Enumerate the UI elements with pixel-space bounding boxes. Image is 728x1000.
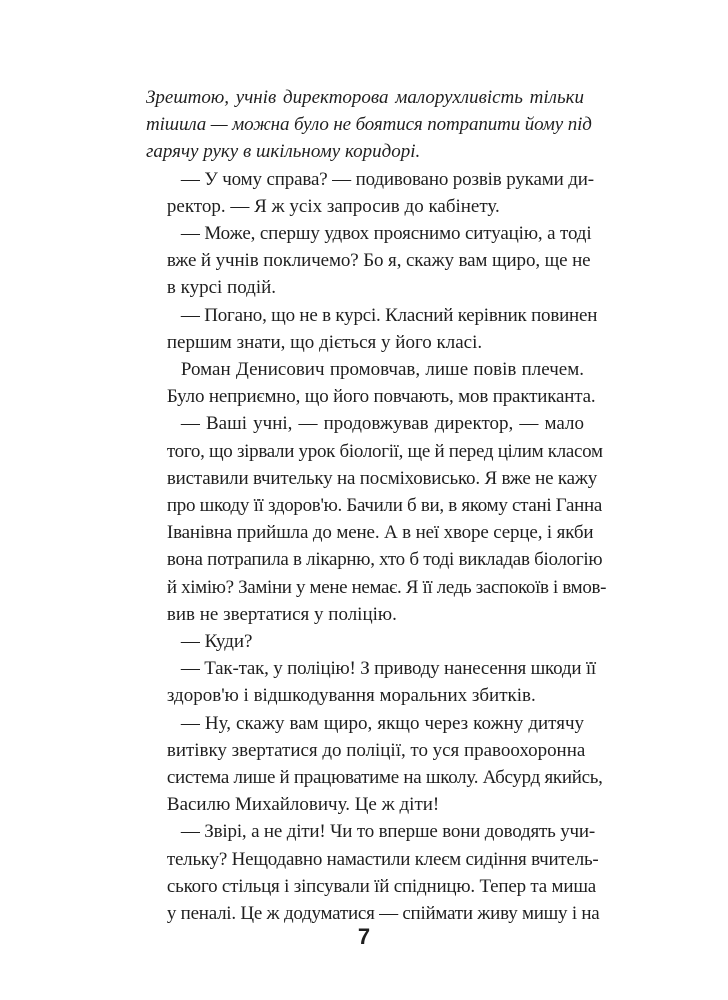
text-line: про шкоду її здоров'ю. Бачили б ви, в якому стані Ганна [166,495,603,517]
text-line: витівку звертатися до поліції, то уся правоохоронна [166,739,586,761]
text-line: вже й учнів покличемо? Бо я, скажу вам щиро, ще не [166,250,591,272]
text-line: — Ну, скажу вам щиро, якщо через кожну дитячу [180,712,584,734]
text-line: — Звірі, а не діти! Чи то вперше вони доводять учи- [180,821,596,843]
text-line: того, що зірвали урок біології, ще й перед цілим класом [166,440,603,462]
paragraph [146,356,596,410]
text-line: Зрештою, учнів директорова малорухливість тільки [146,87,584,108]
paragraph [146,628,584,655]
text-line: — Погано, що не в курсі. Класний керівник повинен [180,304,598,326]
paragraph [146,220,592,302]
text-line: Було неприємно, що його повчають, мов практиканта. [166,386,596,408]
paragraph [146,710,603,819]
text-line: — Так-так, у поліцію! З приводу нанесення шкоди її [180,658,597,680]
text-line: — Ваші учні, — продовжував директор, — мало [180,413,584,435]
text-line: першим знати, що діється у його класі. [166,331,483,353]
text-line: ського стільця і зіпсували їй спідницю. Тепер та миша [166,875,597,897]
paragraph [146,302,598,356]
text-line: тельку? Нещодавно намастили клеєм сидіння вчитель- [166,848,599,870]
text-line: Василю Михайловичу. Це ж діти! [166,794,440,816]
text-line: система лише й працюватиме на школу. Абсурд якийсь, [166,767,603,789]
paragraph [146,818,600,927]
text-line: тішила — можна було не боятися потрапити йому під [146,114,592,136]
text-line: гарячу руку в шкільному коридорі. [146,141,421,163]
page-number: 7 [357,924,371,949]
text-line: — У чому справа? — подивовано розвів руками ди- [180,168,594,190]
text-line: у пеналі. Це ж додуматися — спіймати живу мишу і на [166,903,600,925]
page-text [146,84,607,927]
paragraph [146,166,594,220]
text-line: ректор. — Я ж усіх запросив до кабінету. [166,195,500,217]
paragraph [146,410,607,628]
text-line: в курсі подій. [166,277,277,299]
text-line: вив не звертатися у поліцію. [166,603,397,625]
paragraph [146,84,592,166]
text-line: виставили вчительку на посміховисько. Я вже не кажу [166,467,598,489]
text-line: й хімію? Заміни у мене немає. Я її ледь заспокоїв і вмов- [166,576,607,598]
text-line: — Куди? [180,631,253,653]
text-line: Іванівна прийшла до мене. А в неї хворе серце, і якби [166,522,594,544]
paragraph [146,655,597,709]
text-line: Роман Денисович промовчав, лише повів плечем. [180,359,584,381]
text-line: вона потрапила в лікарню, хто б тоді викладав біологію [166,549,603,571]
text-line: — Може, спершу удвох прояснимо ситуацію, а тоді [180,223,592,245]
text-line: здоров'ю і відшкодування моральних збитків. [166,685,536,707]
